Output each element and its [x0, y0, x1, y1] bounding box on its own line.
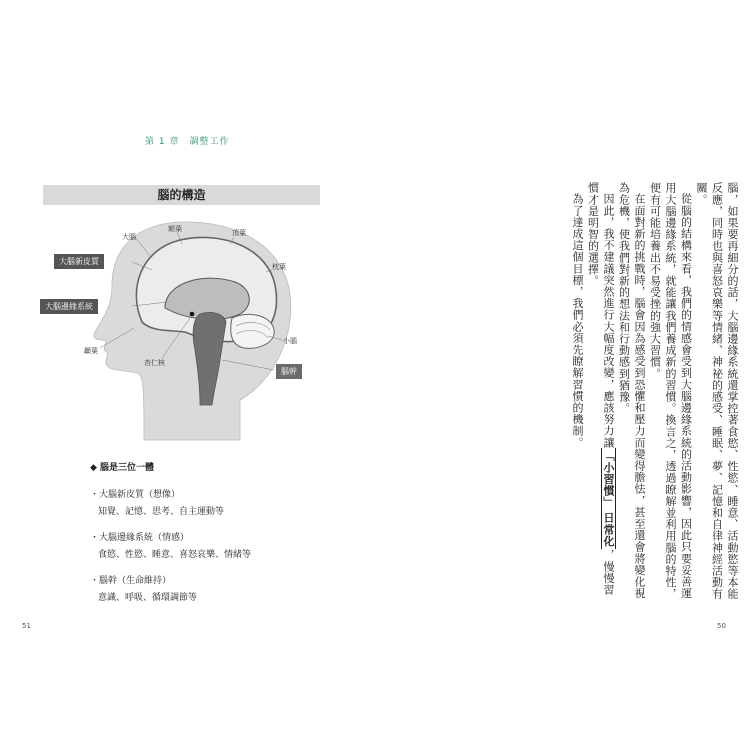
summary-group-limbic	[90, 530, 251, 564]
summary-group-neocortex	[90, 487, 251, 521]
emphasis-daily: 日常化	[602, 512, 615, 548]
label-limbic-system: 大腦邊緣系統	[40, 299, 98, 314]
summary-group-brainstem	[90, 573, 251, 607]
paragraph-1: 腦，如果要再細分的話，大腦邊緣系統還掌控著食慾、性慾、睡意、活動慾等本能反應，同時也與喜怒哀樂等情緒、神祕的感受、睡眠、夢、記憶和自律神經活動有關。	[695, 182, 739, 600]
label-cerebrum: 大腦	[122, 233, 136, 241]
body-text	[570, 182, 741, 602]
right-page	[375, 0, 750, 750]
paragraph-4-end: ，慢慢習慣才是明智的選擇。	[586, 182, 615, 596]
paragraph-5: 為了達成這個目標，我們必須先瞭解習慣的機制。	[571, 193, 584, 449]
label-neocortex: 大腦新皮質	[54, 254, 104, 269]
emphasis-small-habit: 「小習慣」	[602, 450, 615, 509]
paragraph-4-start: 因此，我不建議突然進行大幅度改變，應該努力讓	[602, 193, 615, 449]
label-temporal-lobe: 顳葉	[84, 347, 98, 355]
cerebellum-shape	[231, 314, 274, 348]
label-frontal-lobe: 額葉	[168, 225, 182, 233]
chapter-header: 第 1 章 調整工作	[145, 137, 230, 147]
amygdala-dot	[190, 312, 195, 317]
label-cerebellum: 小腦	[283, 337, 297, 345]
head-silhouette-illustration	[40, 210, 320, 445]
brain-summary	[90, 460, 251, 616]
label-occipital-lobe: 枕葉	[272, 263, 286, 271]
page-number-left: 51	[22, 622, 31, 630]
figure-title: 腦的構造	[43, 185, 320, 205]
group-title: ・腦幹（生命維持）	[90, 576, 172, 586]
group-detail: 食慾、性慾、睡意、喜怒哀樂、情緒等	[98, 550, 252, 560]
label-amygdala: 杏仁核	[144, 359, 165, 367]
label-parietal-lobe: 頂葉	[232, 229, 246, 237]
label-brainstem: 腦幹	[276, 364, 302, 379]
group-title: ・大腦邊緣系統（情感）	[90, 533, 190, 543]
group-title: ・大腦新皮質（想像）	[90, 490, 181, 500]
page-number-right: 50	[717, 622, 726, 630]
group-detail: 知覺、記憶、思考、自主運動等	[98, 507, 225, 517]
paragraph-4	[585, 182, 616, 602]
brain-diagram	[40, 210, 320, 445]
group-detail: 意識、呼吸、循環調節等	[98, 593, 198, 603]
paragraph-2: 從腦的結構來看，我們的情感會受到大腦邊緣系統的活動影響，因此只要妥善運用大腦邊緣系統，就能讓我們養成新的習慣。換言之，透過瞭解並利用腦的特性，便有可能培養出不易受挫的強大習慣。	[648, 182, 693, 600]
summary-heading: ◆ 腦是三位一體	[90, 463, 155, 473]
paragraph-3: 在面對新的挑戰時，腦會因為感受到恐懼和壓力而變得膽怯，甚至還會將變化視為危機，使我們對新的想法和行動感到猶豫。	[617, 182, 646, 599]
